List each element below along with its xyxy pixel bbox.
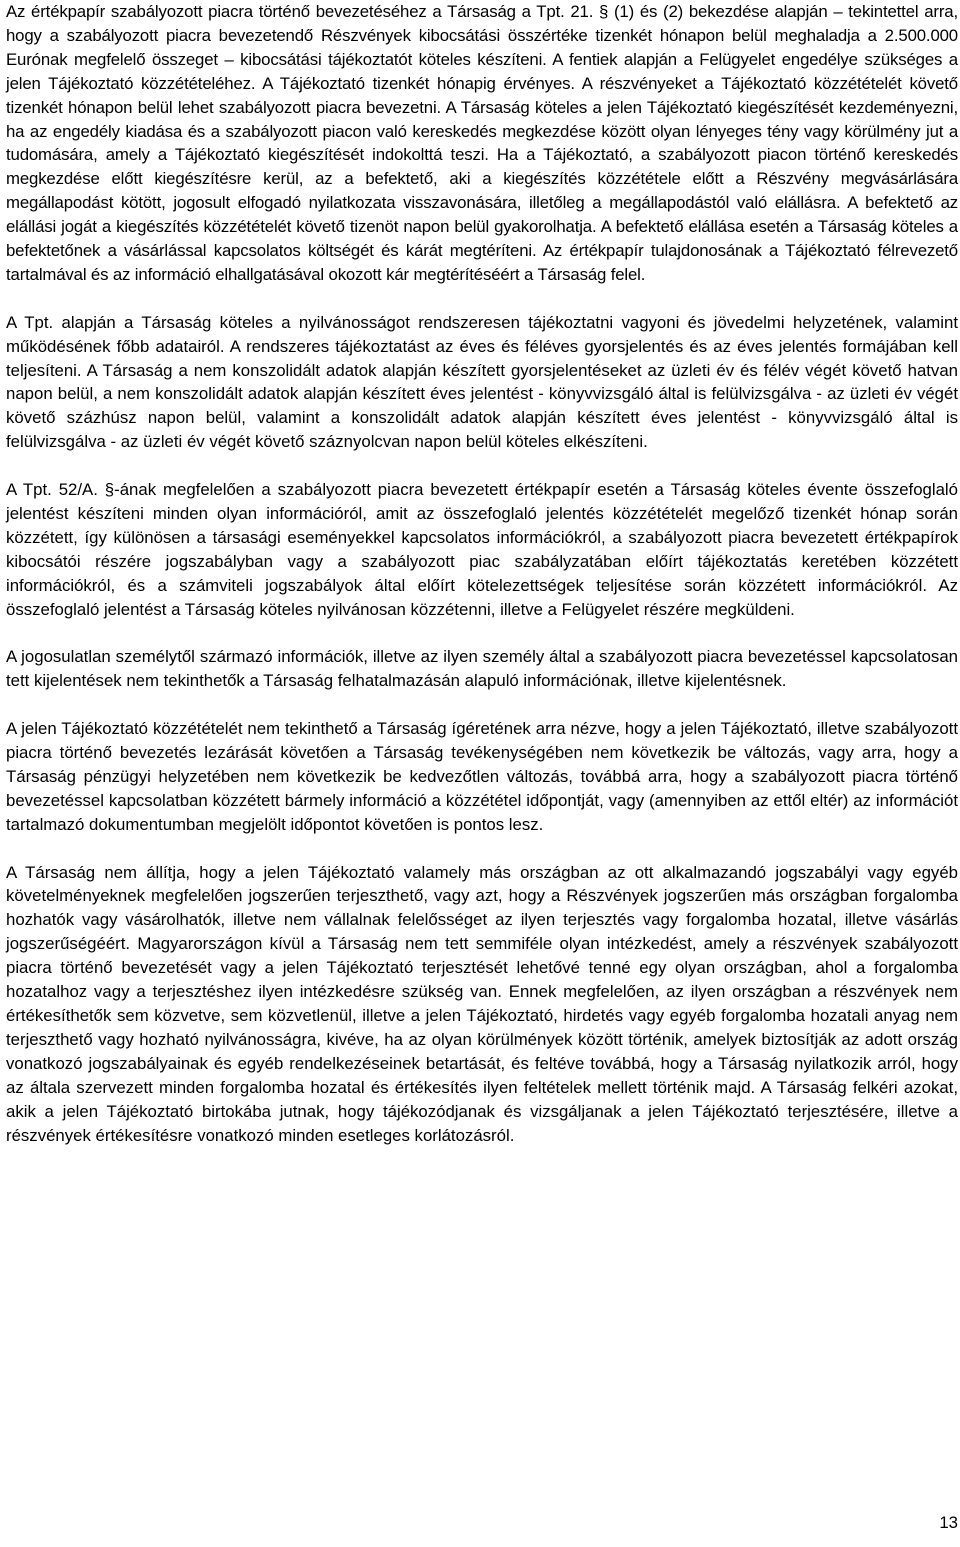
document-page	[6, 0, 958, 1147]
page-number: 13	[939, 1513, 958, 1532]
paragraph-unauthorized-information: A jogosulatlan személytől származó információk, illetve az ilyen személy által a szabályozott piacra bevezetéssel kapcsolatosan tett kijelentések nem tekinthetők a Társaság felhatalmazásán alapuló információnak, illetve kijelentésnek.	[6, 647, 958, 691]
paragraph-foreign-distribution: A Társaság nem állítja, hogy a jelen Tájékoztató valamely más országban az ott alkalmazandó jogszabályi vagy egyéb követelményeknek megfelelően jogszerűen terjeszthető, vagy azt, hogy a Részvények jogszerűen más országban forgalomba hozhatók vagy vásárolhatók, illetve nem vállalnak felelősséget az ilyen terjesztés vagy forgalomba hozatal, illetve vásárlás jogszerűségéért. Magyarországon kívül a Társaság nem tett semmiféle olyan intézkedést, amely a részvények szabályozott piacra történő bevezetését vagy a jelen Tájékoztató terjesztését lehetővé tenné egy olyan országban, ahol a forgalomba hozatalhoz vagy a terjesztéshez ilyen intézkedésre szükség van. Ennek megfelelően, az ilyen országban a részvények nem értékesíthetők sem közvetve, sem közvetlenül, illetve a jelen Tájékoztató, hirdetés vagy egyéb forgalomba hozatali anyag nem terjeszthető vagy hozható nyilvánosságra, kivéve, ha az olyan körülmények között történik, amelyek biztosítják az adott ország vonatkozó jogszabályainak és egyéb rendelkezéseinek betartását, és feltéve továbbá, hogy a Társaság nyilatkozik arról, hogy az általa szervezett minden forgalomba hozatal és értékesítés ilyen feltételek mellett történik majd. A Társaság felkéri azokat, akik a jelen Tájékoztató birtokába jutnak, hogy tájékozódjanak és vizsgáljanak a jelen Tájékoztató terjesztésére, illetve a részvények értékesítésre vonatkozó minden esetleges korlátozásról.	[6, 862, 958, 1145]
paragraph-no-promise: A jelen Tájékoztató közzétételét nem tekinthető a Társaság ígéretének arra nézve, hogy a jelen Tájékoztató, illetve szabályozott piacra történő bevezetés lezárását követően a Társaság tevékenységében nem következik be változás, vagy arra, hogy a Társaság pénzügyi helyzetében nem következik be kedvezőtlen változás, továbbá arra, hogy a szabályozott piacra történő bevezetéssel kapcsolatban közzétett bármely információ a közzététel időpontját, vagy (amennyiben az ettől eltér) az információt tartalmazó dokumentumban megjelölt időpontot követően is pontos lesz.	[6, 719, 958, 834]
paragraph-prospectus-obligation: Az értékpapír szabályozott piacra történő bevezetéséhez a Társaság a Tpt. 21. § (1) és (2) bekezdése alapján – tekintettel arra, hogy a szabályozott piacra bevezetendő Részvények kibocsátási összértéke tizenkét hónapon belül meghaladja a 2.500.000 Eurónak megfelelő összeget – kibocsátási tájékoztatót köteles készíteni. A fentiek alapján a Felügyelet engedélye szükséges a jelen Tájékoztató közzétételéhez. A Tájékoztató tizenkét hónapig érvényes. A részvényeket a Tájékoztató közzétételét követő tizenkét hónapon belül lehet szabályozott piacra bevezetni. A Társaság köteles a jelen Tájékoztató kiegészítését kezdeményezni, ha az engedély kiadása és a szabályozott piacon való kereskedés megkezdése között olyan lényeges tény vagy körülmény jut a tudomására, amely a Tájékoztató kiegészítését indokolttá teszi. Ha a Tájékoztató, a szabályozott piacon történő kereskedés megkezdése előtt kiegészítésre kerül, az a befektető, aki a kiegészítés közzététele előtt a Részvény megvásárlására megállapodást kötött, jogosult elfogadó nyilatkozata visszavonására, illetőleg a megállapodástól való elállásra. A befektető az elállási jogát a kiegészítés közzétételét követő tizenöt napon belül gyakorolhatja. A befektető elállása esetén a Társaság köteles a befektetőnek a vásárlással kapcsolatos költségét és kárát megtéríteni. Az értékpapír tulajdonosának a Tájékoztató félrevezető tartalmával és az információ elhallgatásával okozott kár megtérítéséért a Társaság felel.	[6, 2, 958, 284]
paragraph-regular-reporting: A Tpt. alapján a Társaság köteles a nyilvánosságot rendszeresen tájékoztatni vagyoni és jövedelmi helyzetének, valamint működésének főbb adatairól. A rendszeres tájékoztatást az éves és féléves gyorsjelentés és az éves jelentés formájában kell teljesíteni. A Társaság a nem konszolidált adatok alapján készített gyorsjelentéseket az üzleti év és félév végét követő hatvan napon belül, a nem konszolidált adatok alapján készített éves jelentést - könyvvizsgáló által is felülvizsgálva - az üzleti év végét követő százhúsz napon belül, valamint a konszolidált adatok alapján készített éves jelentést - könyvvizsgáló által is felülvizsgálva - az üzleti év végét követő száznyolcvan napon belül köteles elkészíteni.	[6, 312, 958, 452]
paragraph-annual-summary-report: A Tpt. 52/A. §-ának megfelelően a szabályozott piacra bevezetett értékpapír esetén a Társaság köteles évente összefoglaló jelentést készíteni minden olyan információról, amit az összefoglaló jelentés közzétételét megelőző tizenkét hónap során közzétett, így különösen a társasági eseményekkel kapcsolatos információkról, a szabályozott piacra bevezetett értékpapírok kibocsátói részére jogszabályban vagy a szabályozott piac szabályzatában előírt tájékoztatás keretében közzétett információkról, és a számviteli jogszabályok által előírt kötelezettségek teljesítése során közzétett információkról. Az összefoglaló jelentést a Társaság köteles nyilvánosan közzétenni, illetve a Felügyelet részére megküldeni.	[6, 480, 958, 619]
